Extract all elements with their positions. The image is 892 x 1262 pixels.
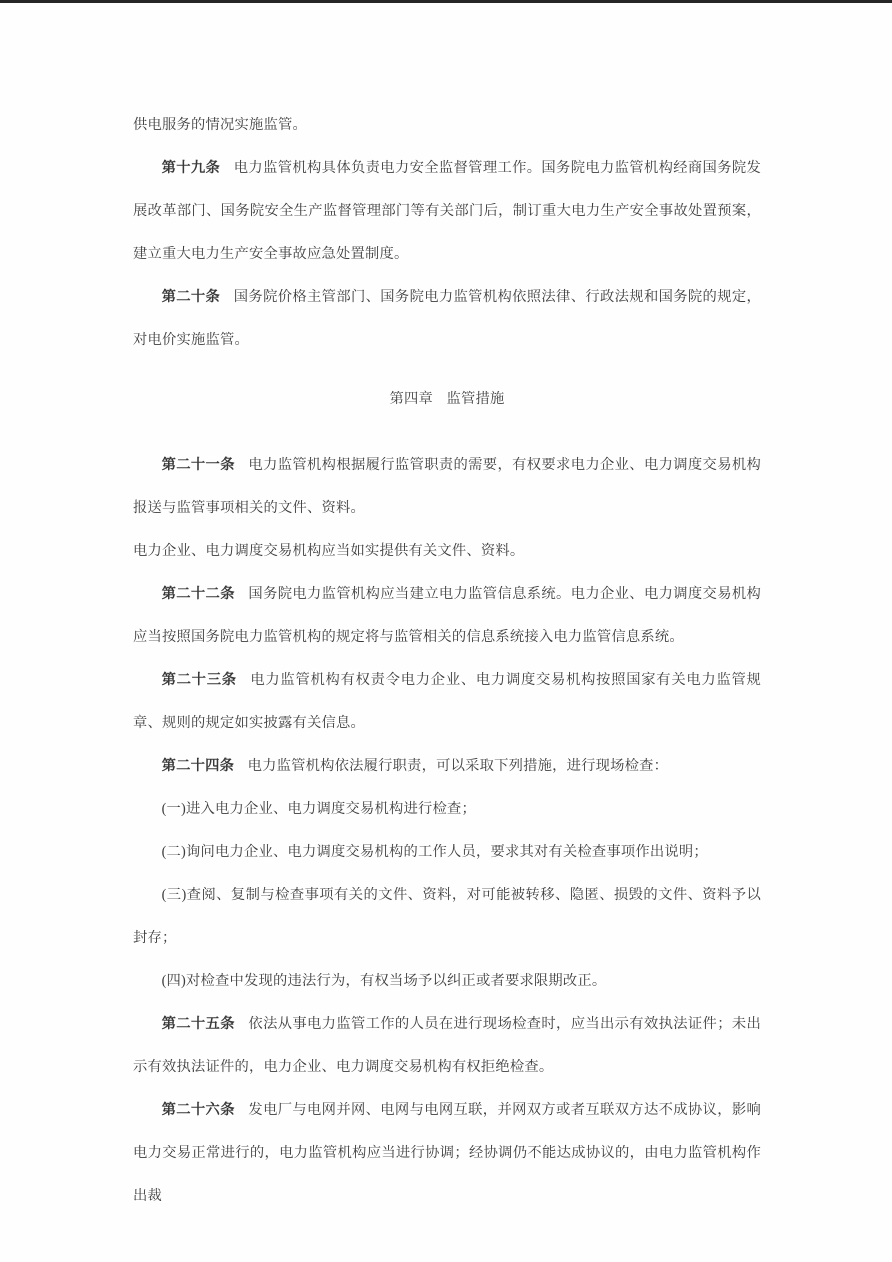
article-number: 第二十一条: [161, 457, 235, 473]
paragraph-text: (四)对检查中发现的违法行为，有权当场予以纠正或者要求限期改正。: [161, 973, 607, 989]
paragraph-text: 国务院电力监管机构应当建立电力监管信息系统。电力企业、电力调度交易机构应当按照国务院电力监管机构的规定将与监管相关的信息系统接入电力监管信息系统。: [133, 586, 761, 645]
paragraph-text: 国务院价格主管部门、国务院电力监管机构依照法律、行政法规和国务院的规定，对电价实施监管。: [133, 289, 761, 348]
document-paragraph: [133, 1089, 761, 1218]
paragraph-text: (二)询问电力企业、电力调度交易机构的工作人员，要求其对有关检查事项作出说明；: [161, 844, 708, 860]
paragraph-text: 供电服务的情况实施监管。: [133, 117, 307, 133]
paragraph-text: 电力企业、电力调度交易机构应当如实提供有关文件、资料。: [133, 543, 525, 559]
chapter-heading: [133, 378, 761, 421]
document-paragraph: [133, 1003, 761, 1089]
paragraph-text: 电力监管机构根据履行监管职责的需要，有权要求电力企业、电力调度交易机构报送与监管事项相关的文件、资料。: [133, 457, 761, 516]
paragraph-text: 监管措施: [446, 391, 505, 407]
document-paragraph: [133, 147, 761, 276]
article-number: 第二十条: [161, 289, 221, 305]
article-number: 第二十四条: [161, 758, 235, 774]
article-number: 第二十六条: [161, 1102, 235, 1118]
document-paragraph: [133, 444, 761, 530]
article-number: 第二十三条: [161, 672, 237, 688]
list-item-paragraph: [133, 831, 761, 874]
document-paragraph: [133, 276, 761, 362]
document-paragraph: [133, 104, 761, 147]
paragraph-text: 电力监管机构有权责令电力企业、电力调度交易机构按照国家有关电力监管规章、规则的规定如实披露有关信息。: [133, 672, 762, 731]
paragraph-text: (一)进入电力企业、电力调度交易机构进行检查；: [161, 801, 476, 817]
paragraph-text: 发电厂与电网并网、电网与电网互联，并网双方或者互联双方达不成协议，影响电力交易正常进行的，电力监管机构应当进行协调；经协调仍不能达成协议的，由电力监管机构作出裁: [133, 1102, 761, 1204]
article-number: 第二十五条: [161, 1016, 235, 1032]
paragraph-text: (三)查阅、复制与检查事项有关的文件、资料，对可能被转移、隐匿、损毁的文件、资料予以封存；: [133, 887, 761, 946]
article-number: 第二十二条: [161, 586, 235, 602]
document-body: [0, 3, 892, 1218]
document-paragraph: [133, 573, 761, 659]
chapter-number: 第四章: [389, 391, 433, 407]
article-number: 第十九条: [161, 160, 221, 176]
paragraph-text: 电力监管机构依法履行职责，可以采取下列措施，进行现场检查：: [247, 758, 669, 774]
document-paragraph: [133, 530, 761, 573]
document-paragraph: [133, 745, 761, 788]
list-item-paragraph: [133, 874, 761, 960]
paragraph-text: 电力监管机构具体负责电力安全监督管理工作。国务院电力监管机构经商国务院发展改革部门、国务院安全生产监督管理部门等有关部门后，制订重大电力生产安全事故处置预案，建立重大电力生产安全事故应急处置制度。: [133, 160, 761, 262]
list-item-paragraph: [133, 960, 761, 1003]
paragraph-text: 依法从事电力监管工作的人员在进行现场检查时，应当出示有效执法证件；未出示有效执法证件的，电力企业、电力调度交易机构有权拒绝检查。: [133, 1016, 761, 1075]
document-paragraph: [133, 659, 761, 745]
list-item-paragraph: [133, 788, 761, 831]
